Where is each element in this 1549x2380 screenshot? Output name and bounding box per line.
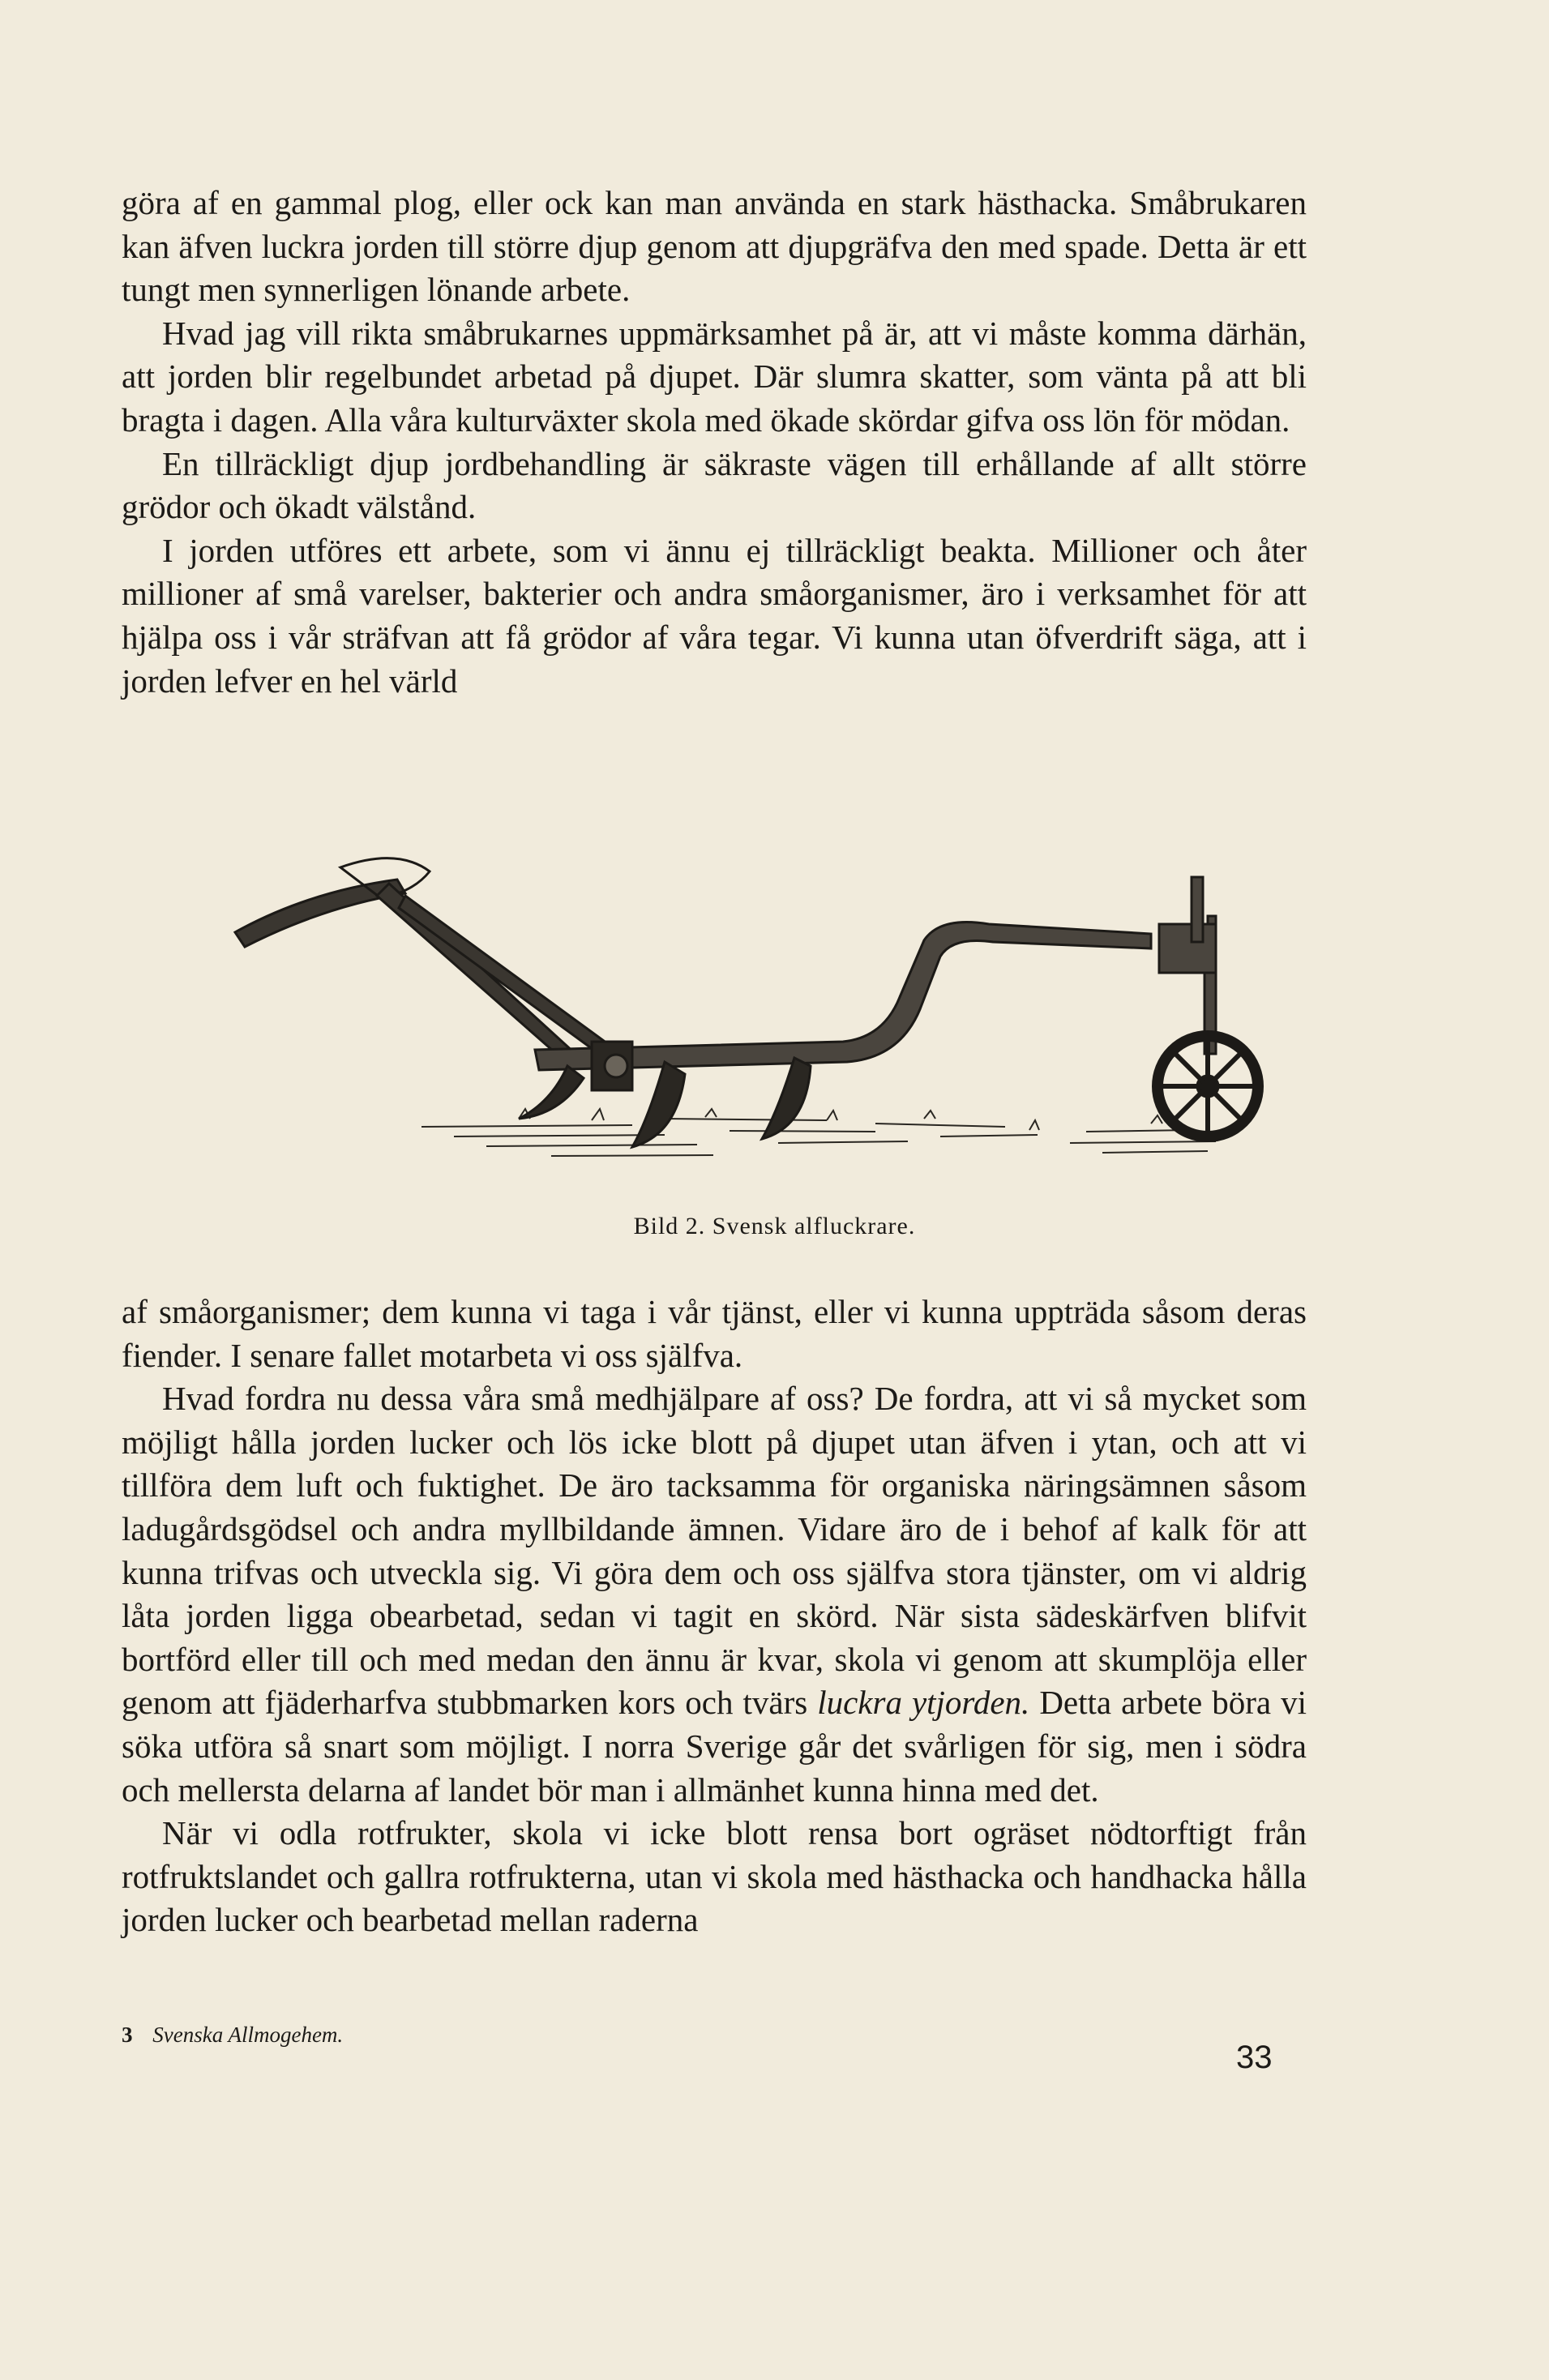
figure-caption: Bild 2. Svensk alfluckrare. xyxy=(633,1213,916,1239)
text-block-bottom xyxy=(122,1291,1307,1942)
ground-lines xyxy=(421,1109,1216,1156)
italic-phrase: luckra ytjorden. xyxy=(817,1684,1030,1722)
paragraph: Hvad jag vill rikta småbrukarnes uppmärksamhet på är, att vi måste komma därhän, att jorden blir regelbundet arbetad på djupet. Där slumra skatter, som vänta på att bli bragta i dagen. Alla våra kulturväxter skola med ökade skördar gifva oss lön för mödan. xyxy=(122,314,1307,439)
plow-illustration xyxy=(211,835,1264,1192)
paragraph xyxy=(122,1377,1307,1812)
plow-wheel xyxy=(1157,1036,1258,1136)
paragraph: När vi odla rotfrukter, skola vi icke blott rensa bort ogräset nödtorftigt från rotfruktslandet och gallra rotfrukterna, utan vi skola med hästhacka och handhacka hålla jorden lucker och bearbetad mellan raderna xyxy=(122,1814,1307,1939)
paragraph-text: Detta arbete böra vi söka utföra så snart som möjligt. I norra Sverige går det svårligen för sig, men i södra och mellersta delarna af landet bör man i allmänhet kunna hinna med det. xyxy=(122,1684,1307,1809)
paragraph-text: Hvad fordra nu dessa våra små medhjälpare af oss? De fordra, att vi så mycket som möjligt hålla jorden lucker och lös icke blott på djupet utan äfven i ytan, och att vi tillföra dem luft och fuktighet. De äro tacksamma för organiska näringsämnen såsom ladugårdsgödsel och andra myllbildande ämnen. Vidare äro de i behof af kalk för att kunna trifvas och utveckla sig. Vi göra dem och oss själfva stora tjänster, om vi aldrig låta jorden ligga obearbetad, sedan vi tagit en skörd. När sista sädeskärfven blifvit bortförd eller till och med medan den ännu är kvar, skola vi genom att skumplöja eller genom att fjäderharfva stubbmarken kors och tvärs xyxy=(122,1380,1307,1722)
paragraph: af småorganismer; dem kunna vi taga i vår tjänst, eller vi kunna uppträda såsom deras fiender. I senare fallet motarbeta vi oss själfva. xyxy=(122,1293,1307,1374)
paragraph: göra af en gammal plog, eller ock kan man använda en stark hästhacka. Småbrukaren kan äfven luckra jorden till större djup genom att djupgräfva den med spade. Detta är ett tungt men synnerligen lönande arbete. xyxy=(122,184,1307,309)
paragraph: En tillräckligt djup jordbehandling är säkraste vägen till erhållande af allt större grödor och ökadt välstånd. xyxy=(122,444,1307,526)
text-block-top xyxy=(122,182,1307,703)
plow-beam xyxy=(535,877,1216,1070)
publication-title: Svenska Allmogehem. xyxy=(152,2023,344,2047)
page-number: 33 xyxy=(1236,2040,1273,2075)
signature-mark: 3 xyxy=(122,2023,133,2047)
plow-handles xyxy=(235,858,616,1064)
paragraph: I jorden utföres ett arbete, som vi ännu ej tillräckligt beakta. Millioner och åter millioner af små varelser, bakterier och andra småorganismer, äro i verksamhet för att hjälpa oss i vår sträfvan att få grödor af våra tegar. Vi kunna utan öfverdrift säga, att i jorden lefver en hel värld xyxy=(122,531,1307,700)
signature-line xyxy=(122,2023,343,2048)
